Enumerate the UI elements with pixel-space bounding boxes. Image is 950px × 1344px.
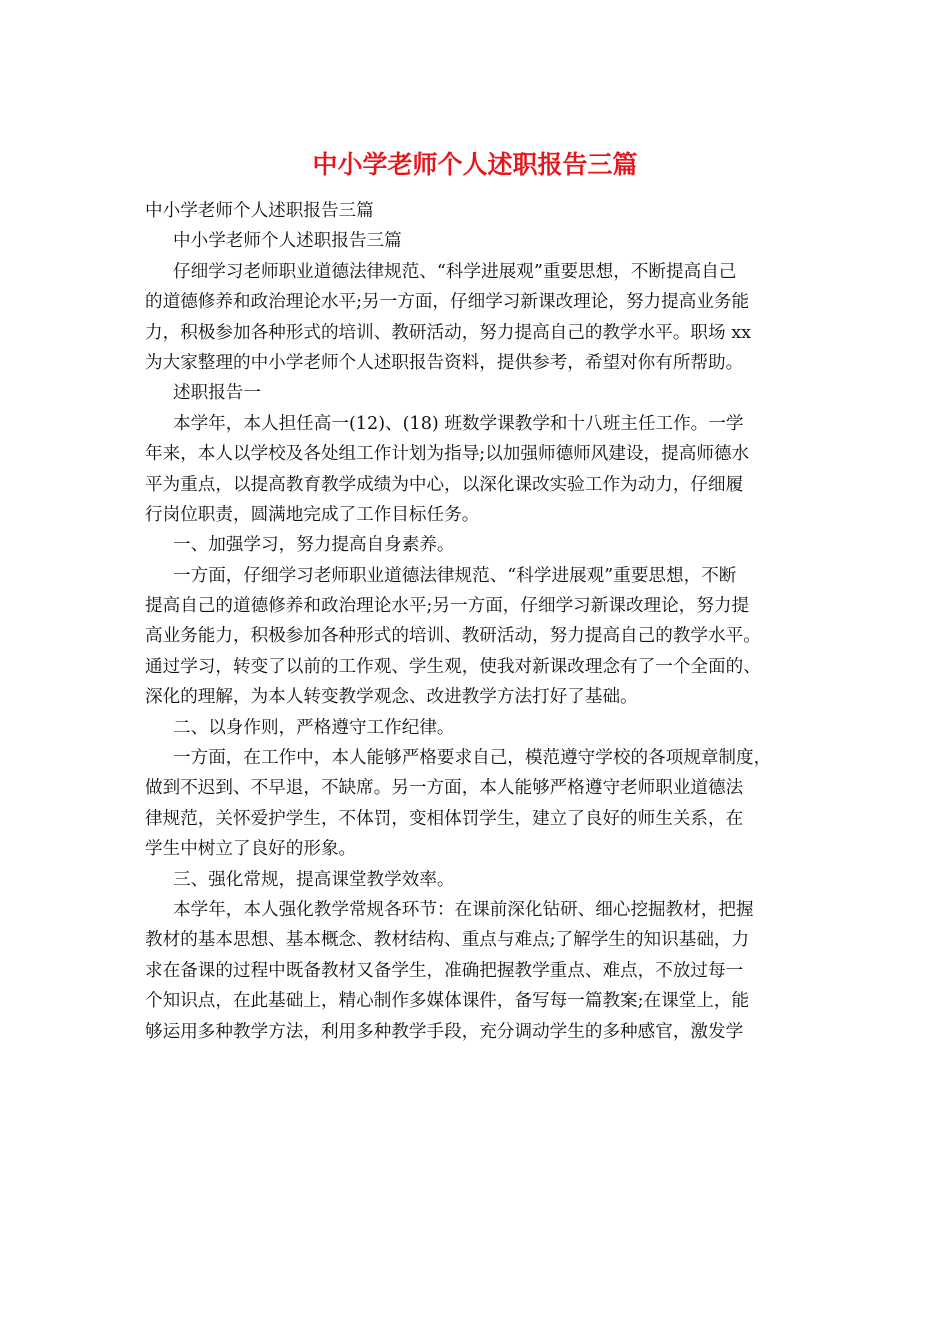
- text-line: 学生中树立了良好的形象。: [145, 839, 357, 860]
- text-line: 一、加强学习，努力提高自身素养。: [173, 535, 455, 556]
- text-line: 为大家整理的中小学老师个人述职报告资料，提供参考，希望对你有所帮助。: [145, 352, 744, 373]
- document-title: 中小学老师个人述职报告三篇: [312, 150, 638, 179]
- text-line: 求在备课的过程中既备教材又备学生，准确把握教学重点、难点，不放过每一: [145, 960, 744, 981]
- text-line: 一方面，仔细学习老师职业道德法律规范、“科学进展观”重要思想，不断: [173, 565, 737, 586]
- text-line: 中小学老师个人述职报告三篇: [145, 201, 374, 221]
- text-line: 述职报告一: [173, 383, 261, 404]
- text-line: 的道德修养和政治理论水平;另一方面，仔细学习新课改理论，努力提高业务能: [145, 292, 750, 313]
- text-line: 平为重点，以提高教育教学成绩为中心，以深化课改实验工作为动力，仔细履: [145, 474, 744, 495]
- text-line: 通过学习，转变了以前的工作观、学生观，使我对新课改理念有了一个全面的、: [145, 656, 761, 677]
- text-line: 行岗位职责，圆满地完成了工作目标任务。: [145, 504, 480, 525]
- text-line: 个知识点，在此基础上，精心制作多媒体课件，备写每一篇教案;在课堂上，能: [145, 991, 750, 1012]
- text-line: 深化的理解，为本人转变教学观念、改进教学方法打好了基础。: [145, 687, 638, 708]
- text-line: 提高自己的道德修养和政治理论水平;另一方面，仔细学习新课改理论，努力提: [145, 596, 750, 617]
- text-line: 本学年，本人担任高一(12)、(18) 班数学课教学和十八班主任工作。一学: [173, 413, 744, 434]
- text-line: 做到不迟到、不早退，不缺席。另一方面，本人能够严格遵守老师职业道德法: [145, 778, 744, 799]
- text-line: 高业务能力，积极参加各种形式的培训、教研活动，努力提高自己的教学水平。: [145, 626, 761, 647]
- text-line: 年来，本人以学校及各处组工作计划为指导;以加强师德师风建设，提高师德水: [145, 444, 750, 465]
- text-line: 律规范，关怀爱护学生，不体罚，变相体罚学生，建立了良好的师生关系，在: [145, 808, 744, 829]
- text-line: 本学年，本人强化教学常规各环节：在课前深化钻研、细心挖掘教材，把握: [173, 899, 754, 920]
- text-line: 一方面，在工作中，本人能够严格要求自己，模范遵守学校的各项规章制度，: [173, 748, 772, 769]
- text-line: 二、以身作则，严格遵守工作纪律。: [173, 717, 455, 738]
- text-line: 三、强化常规，提高课堂教学效率。: [173, 869, 455, 890]
- document-body: [145, 196, 825, 1047]
- text-line: 够运用多种教学方法，利用多种教学手段，充分调动学生的多种感官，激发学: [145, 1021, 744, 1042]
- text-line: 仔细学习老师职业道德法律规范、“科学进展观”重要思想，不断提高自己: [173, 261, 737, 282]
- text-line: 教材的基本思想、基本概念、教材结构、重点与难点;了解学生的知识基础，力: [145, 930, 750, 951]
- text-line: 中小学老师个人述职报告三篇: [173, 231, 402, 252]
- text-line: 力，积极参加各种形式的培训、教研活动，努力提高自己的教学水平。职场 xx: [145, 322, 752, 343]
